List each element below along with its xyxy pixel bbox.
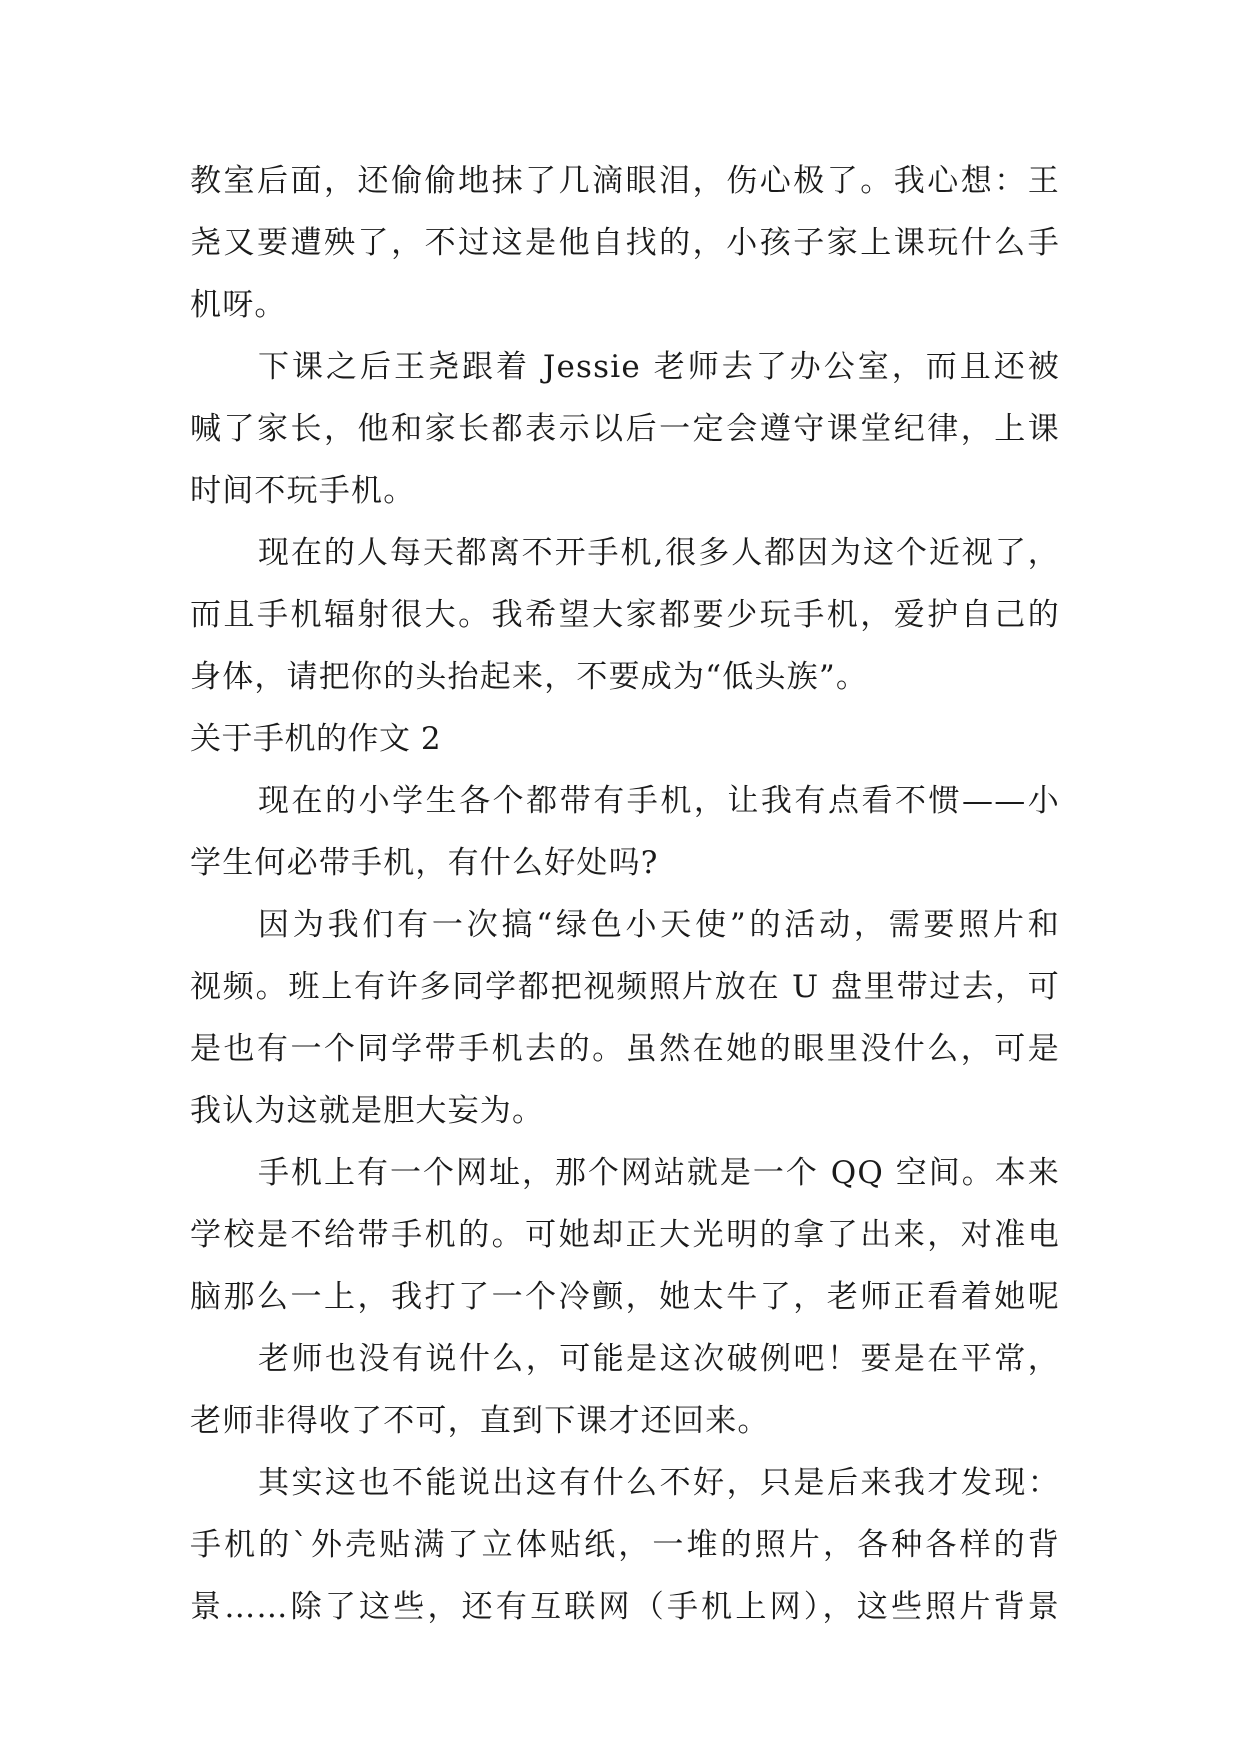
paragraph-line: 手机的`外壳贴满了立体贴纸，一堆的照片，各种各样的背: [190, 1527, 1060, 1563]
essay-body: [190, 150, 1060, 1638]
paragraph-line: 教室后面，还偷偷地抹了几滴眼泪，伤心极了。我心想：王: [190, 163, 1060, 199]
paragraph-line: 身体，请把你的头抬起来，不要成为“低头族”。: [190, 659, 869, 695]
section-heading: 关于手机的作文 2: [190, 721, 442, 757]
paragraph-line: 因为我们有一次搞“绿色小天使”的活动，需要照片和: [258, 907, 1060, 943]
paragraph-line: 脑那么一上，我打了一个冷颤，她太牛了，老师正看着她呢: [190, 1279, 1060, 1315]
paragraph-line: 手机上有一个网址，那个网站就是一个 QQ 空间。本来: [258, 1155, 1060, 1191]
paragraph-line: 现在的人每天都离不开手机,很多人都因为这个近视了，: [258, 535, 1060, 571]
paragraph-line: 学生何必带手机，有什么好处吗?: [190, 845, 659, 881]
paragraph-line: 而且手机辐射很大。我希望大家都要少玩手机，爱护自己的: [190, 597, 1060, 633]
paragraph-line: 喊了家长，他和家长都表示以后一定会遵守课堂纪律，上课: [190, 411, 1060, 447]
paragraph-line: 视频。班上有许多同学都把视频照片放在 U 盘里带过去，可: [190, 969, 1060, 1005]
paragraph-line: 现在的小学生各个都带有手机，让我有点看不惯——小: [258, 783, 1060, 819]
paragraph-line: 尧又要遭殃了，不过这是他自找的，小孩子家上课玩什么手: [190, 225, 1060, 261]
paragraph-line: 其实这也不能说出这有什么不好，只是后来我才发现：: [258, 1465, 1060, 1501]
paragraph-line: 我认为这就是胆大妄为。: [190, 1093, 545, 1129]
paragraph-line: 下课之后王尧跟着 Jessie 老师去了办公室，而且还被: [258, 349, 1060, 385]
paragraph-line: 学校是不给带手机的。可她却正大光明的拿了出来，对准电: [190, 1217, 1060, 1253]
paragraph-line: 老师非得收了不可，直到下课才还回来。: [190, 1403, 770, 1439]
paragraph-line: 是也有一个同学带手机去的。虽然在她的眼里没什么，可是: [190, 1031, 1060, 1067]
paragraph-line: 机呀。: [190, 287, 287, 323]
paragraph-line: 老师也没有说什么，可能是这次破例吧！要是在平常，: [258, 1341, 1060, 1377]
paragraph-line: 时间不玩手机。: [190, 473, 416, 509]
paragraph-line: 景……除了这些，还有互联网（手机上网），这些照片背景: [190, 1589, 1060, 1625]
